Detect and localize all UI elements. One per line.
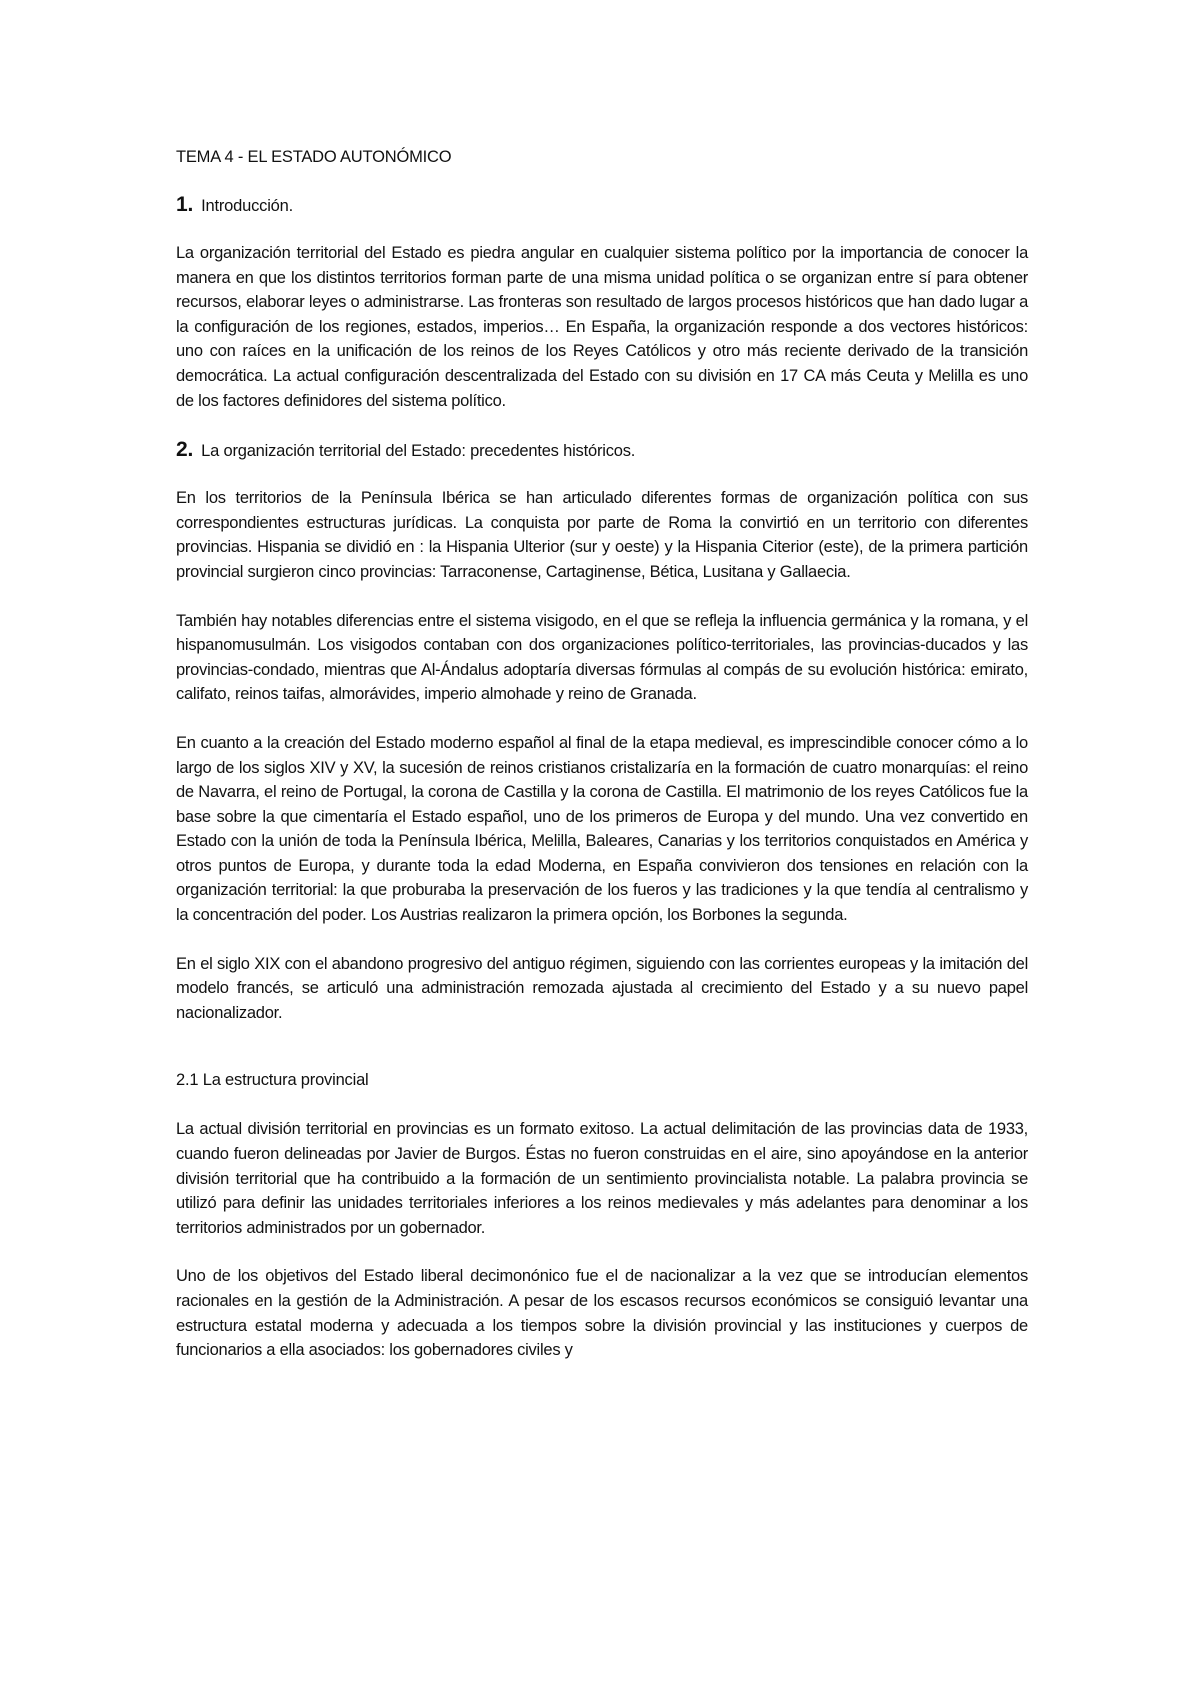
section-number: 2.: [176, 438, 194, 462]
paragraph: La actual división territorial en provincias es un formato exitoso. La actual delimitación de las provincias data de 1933, cuando fueron delineadas por Javier de Burgos. Éstas no fueron construidas en el aire, sino apoyándose en la anterior división territorial que ha contribuido a la formación de un sentimiento provincialista notable. La palabra provincia se utilizó para definir las unidades territoriales inferiores a los reinos medievales y más adelantes para denominar a los territorios administrados por un gobernador.: [176, 1120, 1028, 1237]
section-title: La organización territorial del Estado: precedentes históricos.: [201, 442, 636, 461]
paragraph: En cuanto a la creación del Estado moderno español al final de la etapa medieval, es imprescindible conocer cómo a lo largo de los siglos XIV y XV, la sucesión de reinos cristianos cristalizaría en la formación de cuatro monarquías: el reino de Navarra, el reino de Portugal, la corona de Castilla y la corona de Castilla. El matrimonio de los reyes Católicos fue la base sobre la que cimentaría el Estado español, uno de los primeros de Europa y del mundo. Una vez convertido en Estado con la unión de toda la Península Ibérica, Melilla, Baleares, Canarias y los territorios conquistados en América y otros puntos de Europa, y durante toda la edad Moderna, en España convivieron dos tensiones en relación con la organización territorial: la que proburaba la preservación de los fueros y las tradiciones y la que tendía al centralismo y la concentración del poder. Los Austrias realizaron la primera opción, los Borbones la segunda.: [176, 733, 1028, 925]
subsection-heading: 2.1 La estructura provincial: [176, 1071, 369, 1090]
section-title: Introducción.: [201, 197, 293, 215]
paragraph: También hay notables diferencias entre el sistema visigodo, en el que se refleja la influencia germánica y la romana, y el hispanomusulmán. Los visigodos contaban con dos organizaciones político-territoriales, las provincias-ducados y las provincias-condado, mientras que Al-Ándalus adoptaría diversas fórmulas al compás de su evolución histórica: emirato, califato, reinos taifas, almorávides, imperio almohade y reino de Granada.: [176, 611, 1028, 704]
paragraph: Uno de los objetivos del Estado liberal decimonónico fue el de nacionalizar a la vez que se introducían elementos racionales en la gestión de la Administración. A pesar de los escasos recursos económicos se consiguió levantar una estructura estatal moderna y adecuada a los tiempos sobre la división provincial y las instituciones y cuerpos de funcionarios a ella asociados: los gobernadores civiles y: [176, 1267, 1028, 1360]
paragraph: La organización territorial del Estado es piedra angular en cualquier sistema político por la importancia de conocer la manera en que los distintos territorios forman parte de una misma unidad política o se organizan entre sí para obtener recursos, elaborar leyes o administrarse. Las fronteras son resultado de largos procesos históricos que han dado lugar a la configuración de los regiones, estados, imperios… En España, la organización responde a dos vectores históricos: uno con raíces en la unificación de los reinos de los Reyes Católicos y otro más reciente derivado de la transición democrática. La actual configuración descentralizada del Estado con su división en 17 CA más Ceuta y Melilla es uno de los factores definidores del sistema político.: [176, 244, 1028, 410]
section-heading-introduccion: [176, 194, 1028, 217]
paragraph: En el siglo XIX con el abandono progresivo del antiguo régimen, siguiendo con las corrientes europeas y la imitación del modelo francés, se articuló una administración remozada ajustada al crecimiento del Estado y a su nuevo papel nacionalizador.: [176, 954, 1028, 1022]
document-title: TEMA 4 - EL ESTADO AUTONÓMICO: [176, 148, 452, 166]
document-body: [176, 146, 1028, 1387]
section-heading-precedentes: [176, 439, 1028, 462]
section-number: 1.: [176, 193, 194, 216]
paragraph: En los territorios de la Península Ibérica se han articulado diferentes formas de organización política con sus correspondientes estructuras jurídicas. La conquista por parte de Roma la convirtió en un territorio con diferentes provincias. Hispania se dividió en : la Hispania Ulterior (sur y oeste) y la Hispania Citerior (este), de la primera partición provincial surgieron cinco provincias: Tarraconense, Cartaginense, Bética, Lusitana y Gallaecia.: [176, 489, 1028, 581]
